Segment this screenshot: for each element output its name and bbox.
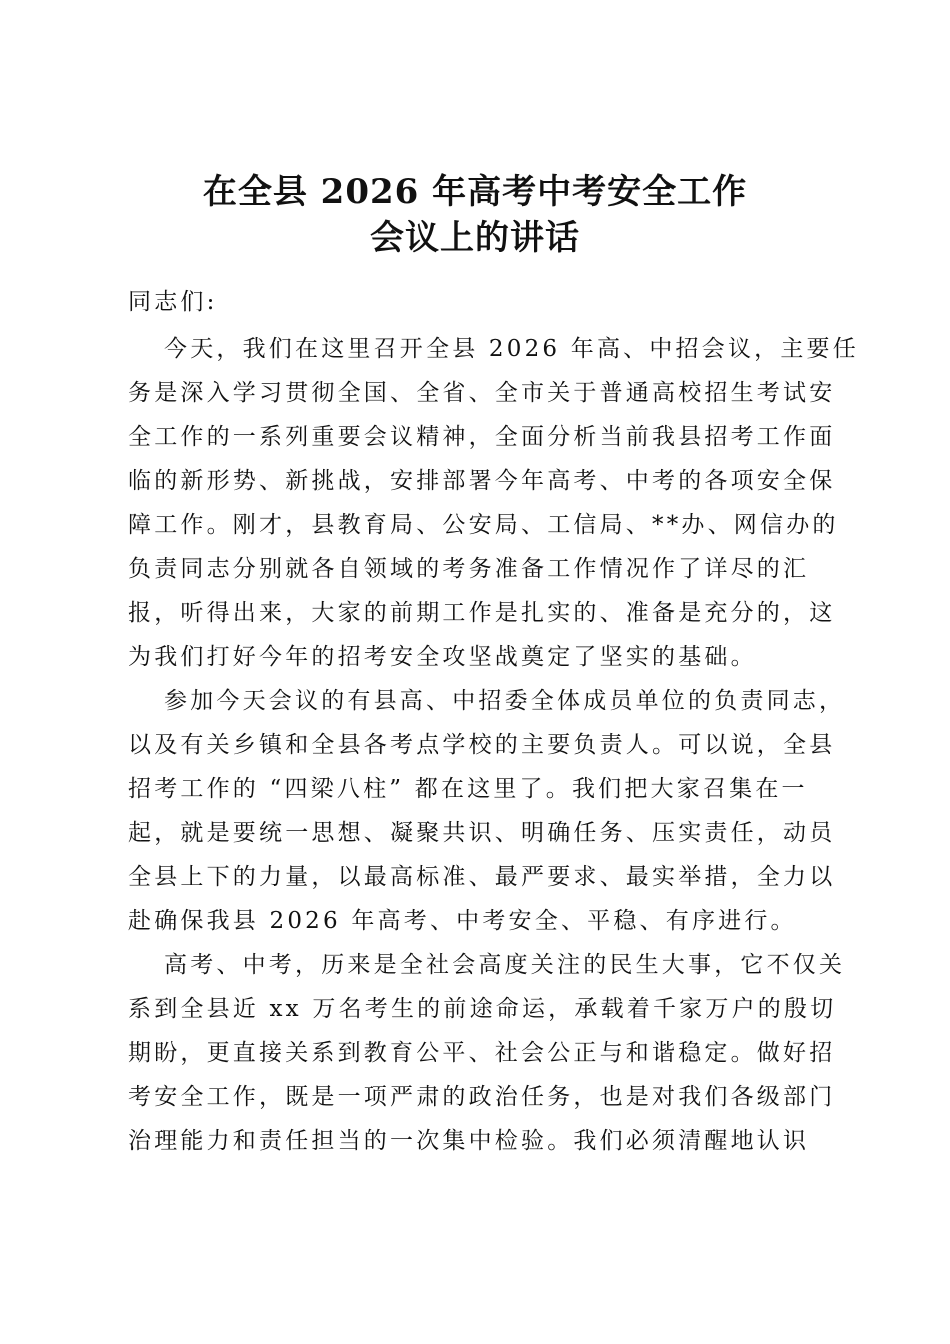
paragraph-line: 考安全工作，既是一项严肃的政治任务，也是对我们各级部门: [128, 1084, 836, 1110]
paragraph-line: 系到全县近 xx 万名考生的前途命运，承载着千家万户的殷切: [128, 996, 837, 1022]
paragraph-line: 起，就是要统一思想、凝聚共识、明确任务、压实责任，动员: [128, 820, 836, 846]
paragraph-line: 以及有关乡镇和全县各考点学校的主要负责人。可以说，全县: [128, 732, 836, 758]
paragraph-line: 今天，我们在这里召开全县 2026 年高、中招会议，主要任: [164, 336, 859, 362]
paragraph-line: 务是深入学习贯彻全国、全省、全市关于普通高校招生考试安: [128, 380, 836, 406]
paragraph-line: 为我们打好今年的招考安全攻坚战奠定了坚实的基础。: [128, 644, 757, 670]
paragraph-line: 临的新形势、新挑战，安排部署今年高考、中考的各项安全保: [128, 468, 836, 494]
paragraph-line: 参加今天会议的有县高、中招委全体成员单位的负责同志，: [164, 688, 846, 714]
paragraph-line: 赴确保我县 2026 年高考、中考安全、平稳、有序进行。: [128, 908, 797, 934]
document-title-line-2: 会议上的讲话: [370, 218, 580, 258]
paragraph-line: 治理能力和责任担当的一次集中检验。我们必须清醒地认识: [128, 1128, 810, 1154]
document-title-line-1: 在全县 2026 年高考中考安全工作: [202, 172, 748, 212]
paragraph-line: 期盼，更直接关系到教育公平、社会公正与和谐稳定。做好招: [128, 1040, 836, 1066]
paragraph-line: 负责同志分别就各自领域的考务准备工作情况作了详尽的汇: [128, 556, 810, 582]
paragraph-line: 全工作的一系列重要会议精神，全面分析当前我县招考工作面: [128, 424, 836, 450]
salutation: 同志们:: [128, 289, 218, 315]
paragraph-line: 招考工作的 “四梁八柱” 都在这里了。我们把大家召集在一: [128, 776, 808, 802]
paragraph-line: 高考、中考，历来是全社会高度关注的民生大事，它不仅关: [164, 952, 846, 978]
paragraph-line: 全县上下的力量，以最高标准、最严要求、最实举措，全力以: [128, 864, 836, 890]
paragraph-line: 报，听得出来，大家的前期工作是扎实的、准备是充分的，这: [128, 600, 836, 626]
paragraph-line: 障工作。刚才，县教育局、公安局、工信局、**办、网信办的: [128, 512, 839, 538]
